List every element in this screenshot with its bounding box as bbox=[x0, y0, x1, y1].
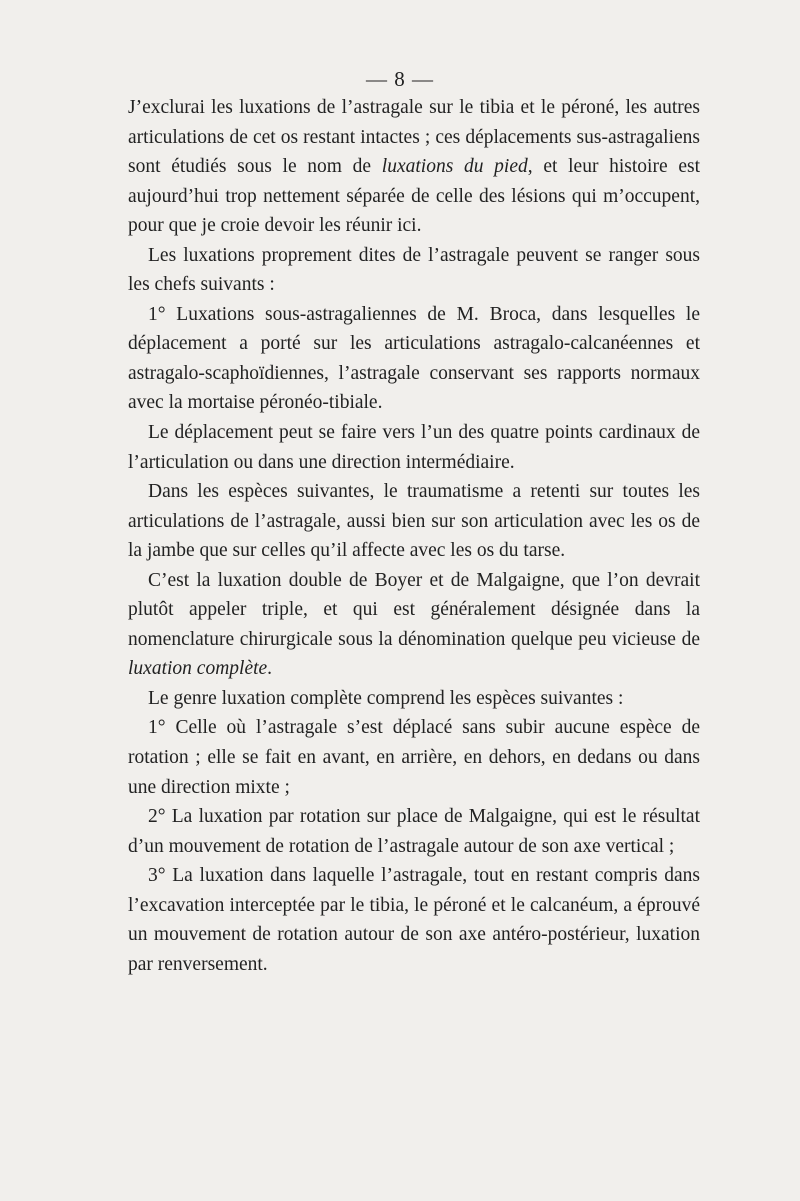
paragraph-5 bbox=[128, 477, 700, 566]
paragraph-9 bbox=[128, 802, 700, 861]
paragraph-3 bbox=[128, 300, 700, 418]
page-number: — 8 — bbox=[366, 67, 434, 91]
paragraph-6 bbox=[128, 566, 700, 684]
paragraph-1-text-2: , et leur histoire est aujourd’hui trop nettement séparée de celle des lésions qui m’occupent, pour que je croie devoir les réunir ici. bbox=[128, 156, 700, 237]
paragraph-6-italic: luxation complète bbox=[128, 658, 268, 680]
paragraph-7-text: Le genre luxation complète comprend les espèces suivantes : bbox=[148, 687, 624, 709]
body-text bbox=[128, 93, 700, 979]
paragraph-1-italic: luxations du pied bbox=[381, 156, 528, 178]
paragraph-2-text: Les luxations proprement dites de l’astragale peuvent se ranger sous les chefs suivants : bbox=[128, 244, 700, 296]
paragraph-10 bbox=[128, 861, 700, 979]
paragraph-6-text-2: . bbox=[267, 658, 273, 680]
paragraph-2 bbox=[128, 241, 700, 300]
paragraph-3-text: 1° Luxations sous-astragaliennes de M. Broca, dans lesquelles le déplacement a porté sur les articulations astragalo-calcanéennes et astragalo-scaphoïdiennes, l’astragale conservant ses rapports normaux avec la mortaise péronéo-tibiale. bbox=[128, 303, 700, 414]
paragraph-10-text: 3° La luxation dans laquelle l’astragale, tout en restant compris dans l’excavation interceptée par le tibia, le péroné et le calcanéum, a éprouvé un mouvement de rotation autour de son axe antéro-postérieur, luxation par renversement. bbox=[128, 865, 700, 975]
paragraph-1 bbox=[128, 93, 700, 241]
paragraph-4 bbox=[128, 418, 700, 477]
paragraph-6-text-1: C’est la luxation double de Boyer et de Malgaigne, que l’on devrait plutôt appeler triple, et qui est généralement désignée dans la nomenclature chirurgicale sous la dénomination quelque peu vicieuse de bbox=[128, 569, 700, 650]
paragraph-7 bbox=[128, 684, 700, 714]
paragraph-1-text-1: J’exclurai les luxations de l’astragale sur le tibia et le péroné, les autres articulations de cet os restant intactes ; ces déplacements sus-astragaliens sont étudiés sous le nom de bbox=[128, 97, 700, 178]
paragraph-8-text: 1° Celle où l’astragale s’est déplacé sans subir aucune espèce de rotation ; elle se fait en avant, en arrière, en dehors, en dedans ou dans une direction mixte ; bbox=[128, 717, 700, 798]
paragraph-4-text: Le déplacement peut se faire vers l’un des quatre points cardinaux de l’articulation ou dans une direction intermédiaire. bbox=[128, 422, 700, 473]
paragraph-8 bbox=[128, 713, 700, 802]
paragraph-9-text: 2° La luxation par rotation sur place de Malgaigne, qui est le résultat d’un mouvement de rotation de l’astragale autour de son axe vertical ; bbox=[128, 806, 700, 857]
paragraph-5-text: Dans les espèces suivantes, le traumatisme a retenti sur toutes les articulations de l’astragale, aussi bien sur son articulation avec les os de la jambe que sur celles qu’il affecte avec les os du tarse. bbox=[128, 481, 700, 562]
